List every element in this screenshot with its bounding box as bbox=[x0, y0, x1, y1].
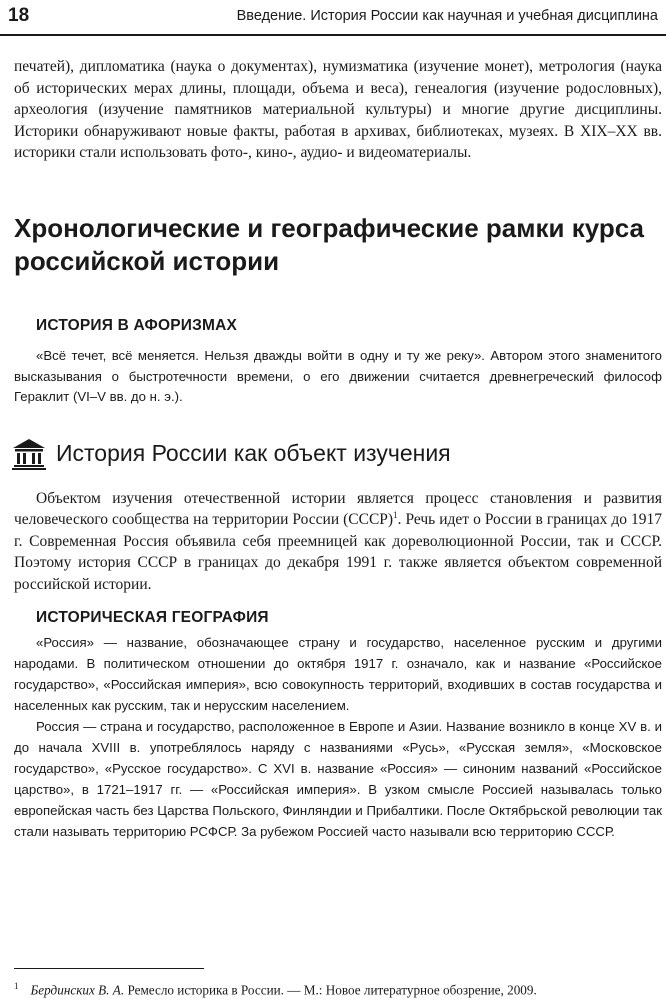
subsection-text bbox=[14, 488, 662, 595]
footnote-number: 1 bbox=[14, 981, 19, 991]
footnote-text: Ремесло историка в России. — М.: Новое литературное обозрение, 2009. bbox=[124, 982, 537, 998]
subsection-text-part2: . Речь идет о России в границах до 1917 г. Современная Россия объявила себя преемницей как дореволюционной России, так и СССР. Поэтому история СССР в границах до декабря 1991 г. также является объектом современной российской истории. bbox=[14, 511, 662, 593]
geography-title: ИСТОРИЧЕСКАЯ ГЕОГРАФИЯ bbox=[36, 609, 269, 626]
subsection-text-part1: Объектом изучения отечественной истории является процесс становления и развития человеческого сообщества на территории России (СССР) bbox=[14, 490, 662, 529]
running-title: Введение. История России как научная и учебная дисциплина bbox=[236, 8, 658, 24]
page-number: 18 bbox=[8, 5, 30, 26]
geography-paragraph-2: Россия — страна и государство, расположенное в Европе и Азии. Название возникло в конце XV в. и до начала XVIII в. употреблялось наряду с названиями «Русь», «Русская земля», «Московское государство», «Русское государство». С XVI в. название «Россия» — синоним названий «Российское царство», в 1721–1917 гг. — «Российская империя». В узком смысле Россией называлась только европейская часть без Царства Польского, Финляндии и Прибалтики. После Октябрьской революции так стали называть территорию РСФСР. За рубежом Россией часто называли всю территорию СССР. bbox=[14, 719, 662, 839]
section-heading: Хронологические и географические рамки курса российской истории bbox=[14, 213, 644, 276]
footnote bbox=[14, 978, 662, 998]
footnote-divider bbox=[14, 968, 204, 969]
aphorisms-title: ИСТОРИЯ В АФОРИЗМАХ bbox=[36, 317, 238, 334]
aphorisms-text: «Всё течет, всё меняется. Нельзя дважды войти в одну и ту же реку». Автором этого знаменитого высказывания о быстротечности времени, о его движении считается древнегреческий философ Гераклит (VI–V вв. до н. э.). bbox=[14, 348, 662, 404]
geography-text bbox=[14, 632, 662, 842]
footnote-author: Бердинских В. А. bbox=[30, 982, 125, 998]
geography-paragraph-1: «Россия» — название, обозначающее страну и государство, населенное русским и другими народами. В политическом отношении до октября 1917 г. означало, как и название «Российское государство», «Российская империя», всю совокупность территорий, входивших в состав государства и населенных как русским, так и нерусским населением. bbox=[14, 635, 662, 713]
intro-paragraph: печатей), дипломатика (наука о документах), нумизматика (изучение монет), метрология (наука об исторических мерах длины, площади, объема и веса), генеалогия (изучение родословных), археология (изучение памятников материальной культуры) и многие другие дисциплины. Историки обнаруживают новые факты, работая в архивах, библиотеках, музеях. В XIX–XX вв. историки стали использовать фото-, кино-, аудио- и видеоматериалы. bbox=[14, 58, 662, 161]
page-header bbox=[0, 0, 666, 36]
footnote-reference[interactable]: 1 bbox=[393, 510, 398, 521]
subsection-title: История России как объект изучения bbox=[56, 440, 451, 466]
museum-icon bbox=[12, 438, 46, 470]
